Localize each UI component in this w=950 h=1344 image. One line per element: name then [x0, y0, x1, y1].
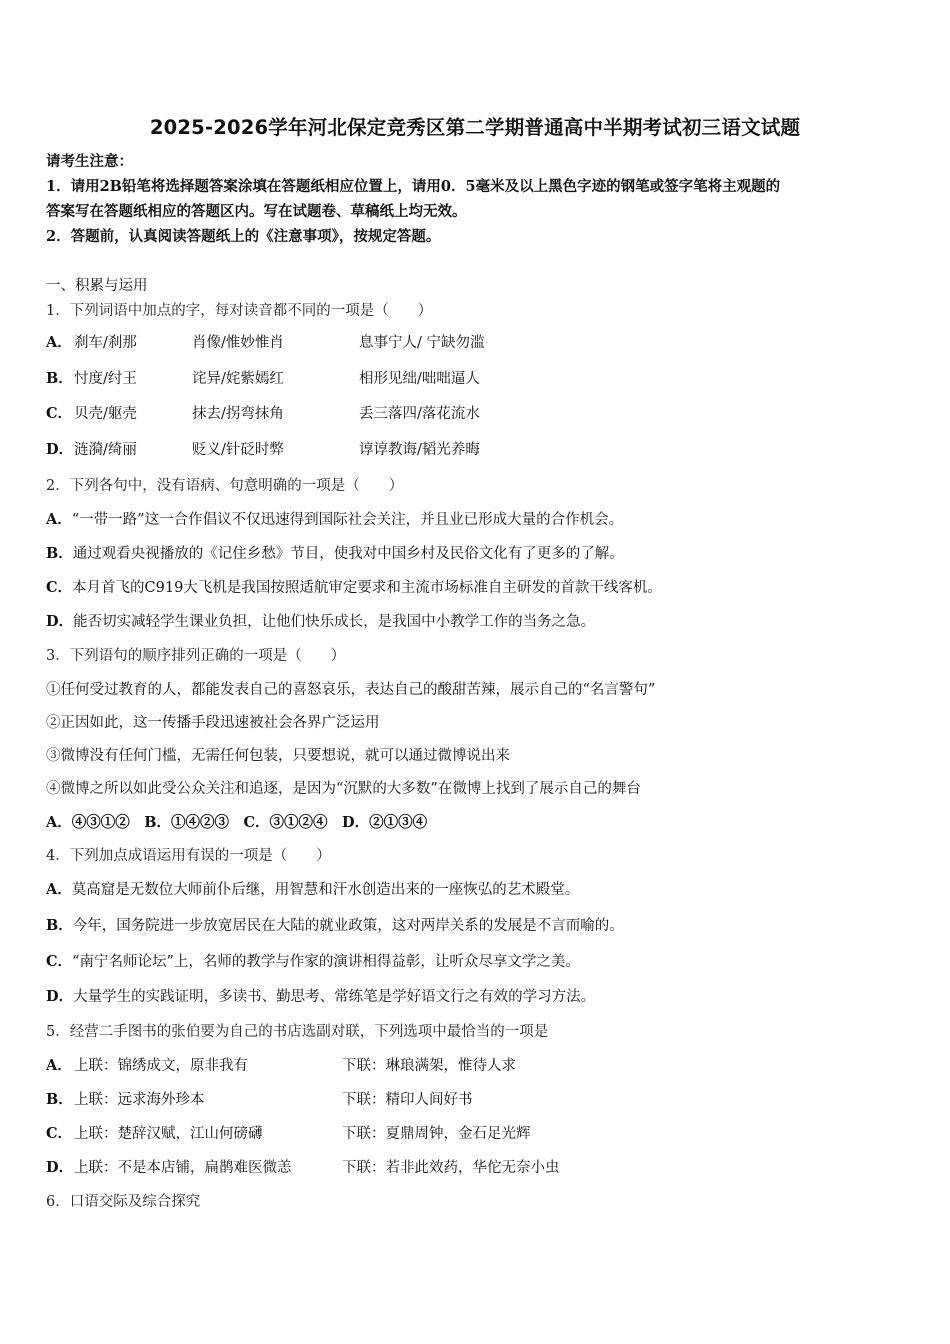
- q5-option-b: [46, 1090, 906, 1110]
- q2-stem: 2．下列各句中，没有语病、句意明确的一项是（ ）: [46, 478, 404, 494]
- q3-sentence-4: ④微博之所以如此受公众关注和追逐，是因为“沉默的大多数”在微博上找到了展示自己的舞台: [46, 781, 641, 797]
- option-letter: D．: [46, 988, 74, 1005]
- q3-sentence-3: ③微博没有任何门槛，无需任何包装，只要想说，就可以通过微博说出来: [46, 748, 510, 764]
- option-text: 本月首飞的C919大飞机是我国按照适航审定要求和主流市场标准自主研发的首款干线客机。: [72, 580, 662, 596]
- q4-stem: 4．下列加点成语运用有误的一项是（ ）: [46, 848, 331, 864]
- option-letter: A．: [46, 334, 72, 351]
- option-pair-2: 诧异/姹紫嫣红: [192, 371, 284, 387]
- couplet-upper: 上联：楚辞汉赋，江山何磅礴: [74, 1126, 263, 1142]
- q5-option-a: [46, 1056, 906, 1076]
- q1-stem: 1．下列词语中加点的字，每对读音都不同的一项是（ ）: [46, 303, 433, 319]
- option-letter: C．: [46, 953, 73, 970]
- option-text: 能否切实减轻学生课业负担，让他们快乐成长，是我国中小教学工作的当务之急。: [73, 614, 596, 630]
- q5-stem: 5．经营二手图书的张伯要为自己的书店选副对联，下列选项中最恰当的一项是: [46, 1024, 549, 1040]
- q1-option-b: [46, 369, 906, 389]
- q5-option-c: [46, 1124, 906, 1144]
- option-pair-1: 刹车/刹那: [74, 335, 137, 351]
- couplet-upper: 上联：锦绣成文，原非我有: [74, 1058, 248, 1074]
- q3-sentence-2: ②正因如此，这一传播手段迅速被社会各界广泛运用: [46, 715, 380, 731]
- option-text: 今年，国务院进一步放宽居民在大陆的就业政策，这对两岸关系的发展是不言而喻的。: [72, 918, 624, 934]
- option-pair-1: 忖度/纣王: [74, 371, 137, 387]
- q4-option-d: [46, 987, 595, 1007]
- q6-stem: 6．口语交际及综合探究: [46, 1194, 201, 1210]
- q3-sentence-1: ①任何受过教育的人，都能发表自己的喜怒哀乐，表达自己的酸甜苦辣，展示自己的“名言警句”: [46, 682, 656, 698]
- option-text: 大量学生的实践证明，多读书、勤思考、常练笔是学好语文行之有效的学习方法。: [73, 989, 596, 1005]
- option-pair-3: 相形见绌/咄咄逼人: [359, 371, 480, 387]
- option-letter: A．: [46, 511, 72, 528]
- option-letter: C．: [46, 405, 73, 422]
- option-text: “南宁名师论坛”上，名师的教学与作家的演讲相得益彰，让听众尽享文学之美。: [72, 954, 580, 970]
- q4-option-b: [46, 916, 624, 936]
- couplet-lower: 下联：琳琅满架，惟待人求: [342, 1058, 516, 1074]
- couplet-upper: 上联：不是本店铺，扁鹊难医微恙: [74, 1160, 292, 1176]
- option-letter: D．: [46, 613, 74, 630]
- option-letter: B．: [46, 917, 73, 934]
- q4-option-c: [46, 952, 580, 972]
- q2-option-c: [46, 578, 662, 598]
- couplet-upper: 上联：远求海外珍本: [74, 1092, 205, 1108]
- q2-option-a: [46, 510, 623, 530]
- q5-option-d: [46, 1158, 906, 1178]
- option-letter: B．: [46, 1091, 73, 1108]
- option-pair-3: 谆谆教诲/韬光养晦: [359, 442, 480, 458]
- q4-option-a: [46, 880, 579, 900]
- q1-option-c: [46, 404, 906, 424]
- option-pair-3: 丢三落四/落花流水: [359, 406, 480, 422]
- section-heading: 一、积累与运用: [46, 278, 148, 294]
- option-letter: C．: [46, 1125, 73, 1142]
- couplet-lower: 下联：若非此效药，华佗无奈小虫: [342, 1160, 560, 1176]
- q1-option-a: [46, 333, 906, 353]
- couplet-lower: 下联：精印人间好书: [342, 1092, 473, 1108]
- q3-stem: 3．下列语句的顺序排列正确的一项是（ ）: [46, 648, 346, 664]
- notice-heading: 请考生注意：: [46, 153, 133, 170]
- q2-option-d: [46, 612, 595, 632]
- option-text: 通过观看央视播放的《记住乡愁》节目，使我对中国乡村及民俗文化有了更多的了解。: [72, 546, 624, 562]
- q2-option-b: [46, 544, 624, 564]
- q1-option-d: [46, 440, 906, 460]
- exam-title: 2025-2026学年河北保定竞秀区第二学期普通高中半期考试初三语文试题: [149, 116, 801, 139]
- option-letter: B．: [46, 370, 73, 387]
- option-letter: D．: [46, 441, 74, 458]
- option-text: “一带一路”这一合作倡议不仅迅速得到国际社会关注，并且业已形成大量的合作机会。: [71, 512, 624, 528]
- option-pair-1: 涟漪/绮丽: [74, 442, 137, 458]
- option-pair-2: 抹去/拐弯抹角: [192, 406, 284, 422]
- q3-answer-options: A．④③①② B．①④②③ C．③①②④ D．②①③④: [46, 814, 428, 831]
- notice-line-3: 2．答题前，认真阅读答题纸上的《注意事项》，按规定答题。: [46, 228, 441, 245]
- option-pair-3: 息事宁人/ 宁缺勿滥: [359, 335, 485, 351]
- option-letter: A．: [46, 1057, 72, 1074]
- option-letter: A．: [46, 881, 72, 898]
- notice-line-1: 1．请用2B铅笔将选择题答案涂填在答题纸相应位置上，请用0．5毫米及以上黑色字迹的钢笔或签字笔将主观题的: [46, 178, 781, 195]
- couplet-lower: 下联：夏鼎周钟，金石足光辉: [342, 1126, 531, 1142]
- option-text: 莫高窟是无数位大师前仆后继，用智慧和汗水创造出来的一座恢弘的艺术殿堂。: [71, 882, 580, 898]
- notice-line-2: 答案写在答题纸相应的答题区内。写在试题卷、草稿纸上均无效。: [46, 203, 467, 220]
- option-pair-2: 肖像/惟妙惟肖: [192, 335, 284, 351]
- option-letter: B．: [46, 545, 73, 562]
- option-pair-1: 贝壳/躯壳: [74, 406, 137, 422]
- option-letter: C．: [46, 579, 73, 596]
- option-pair-2: 贬义/针砭时弊: [192, 442, 284, 458]
- option-letter: D．: [46, 1159, 74, 1176]
